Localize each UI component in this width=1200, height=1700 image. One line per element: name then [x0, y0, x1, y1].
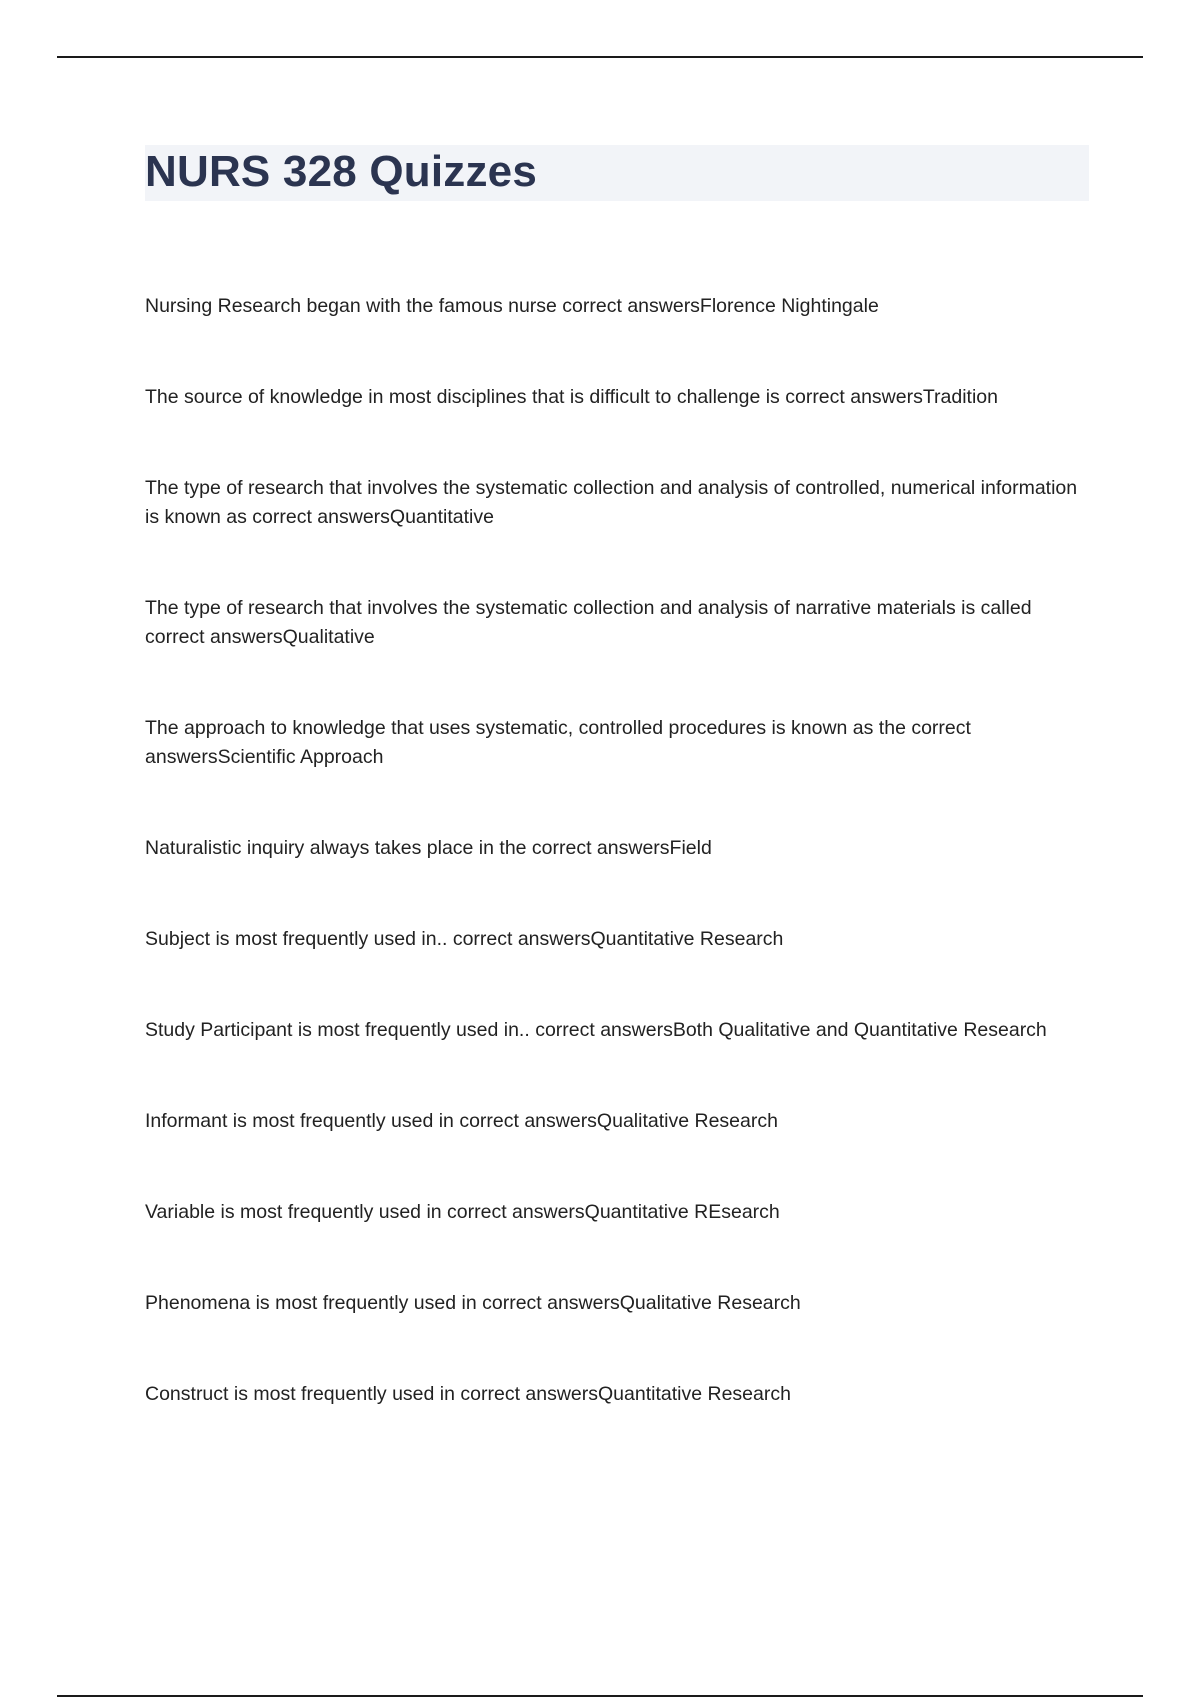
qa-item-6: Naturalistic inquiry always takes place in the correct answersField	[145, 837, 712, 859]
qa-item-11: Phenomena is most frequently used in correct answersQualitative Research	[145, 1292, 801, 1314]
qa-item-5: The approach to knowledge that uses systematic, controlled procedures is known as the correct answersScientific Approach	[145, 717, 971, 768]
qa-item-8: Study Participant is most frequently used in.. correct answersBoth Qualitative and Quantitative Research	[145, 1019, 1047, 1041]
qa-item-12: Construct is most frequently used in correct answersQuantitative Research	[145, 1383, 791, 1405]
qa-item-9: Informant is most frequently used in correct answersQualitative Research	[145, 1110, 778, 1132]
qa-item-10: Variable is most frequently used in correct answersQuantitative REsearch	[145, 1201, 780, 1223]
qa-item-7: Subject is most frequently used in.. correct answersQuantitative Research	[145, 928, 784, 950]
page-title: NURS 328 Quizzes	[145, 147, 538, 196]
qa-item-3: The type of research that involves the systematic collection and analysis of controlled, numerical information is known as correct answersQuantitative	[145, 477, 1078, 528]
qa-list	[145, 292, 1095, 1471]
bottom-rule	[57, 1695, 1143, 1697]
qa-item-4: The type of research that involves the systematic collection and analysis of narrative materials is called correct answersQualitative	[145, 597, 1032, 648]
qa-item-1: Nursing Research began with the famous nurse correct answersFlorence Nightingale	[145, 295, 879, 317]
top-rule	[57, 56, 1143, 58]
qa-item-2: The source of knowledge in most disciplines that is difficult to challenge is correct answersTradition	[145, 386, 998, 408]
